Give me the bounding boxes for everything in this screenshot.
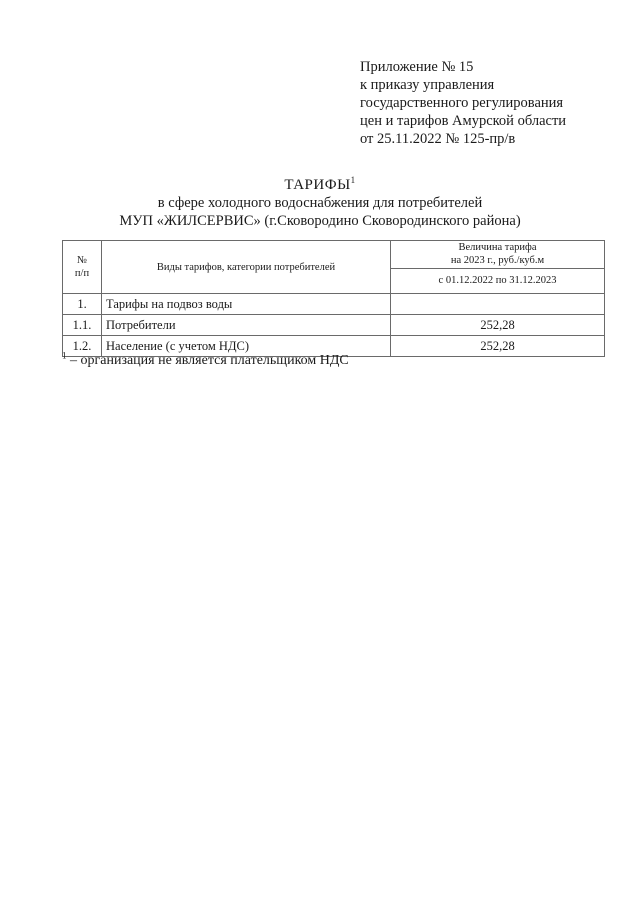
column-header-value — [391, 241, 605, 269]
document-title — [0, 176, 640, 194]
appendix-line-1: Приложение № 15 — [360, 59, 474, 75]
document-subtitle-2: МУП «ЖИЛСЕРВИС» (г.Сковородино Сковородинского района) — [119, 213, 521, 229]
column-header-value-line-2: на 2023 г., руб./куб.м — [450, 255, 545, 267]
appendix-line-4: цен и тарифов Амурской области — [360, 113, 567, 129]
table-row — [63, 294, 605, 315]
footnote-mark: 1 — [62, 350, 67, 361]
column-header-number — [63, 241, 102, 294]
table-row — [63, 315, 605, 336]
document-subtitle-1: в сфере холодного водоснабжения для потребителей — [157, 195, 483, 211]
title-footnote-mark: 1 — [350, 175, 356, 185]
row-value: 252,28 — [391, 336, 605, 357]
row-value — [391, 294, 605, 315]
tariff-table — [62, 240, 605, 357]
appendix-line-3: государственного регулирования — [360, 95, 564, 111]
row-value: 252,28 — [391, 315, 605, 336]
row-name: Потребители — [102, 315, 391, 336]
footnote — [62, 352, 349, 370]
column-header-number-line-2: п/п — [74, 268, 90, 279]
column-header-period: с 01.12.2022 по 31.12.2023 — [391, 268, 605, 293]
column-header-number-line-1: № — [76, 255, 88, 266]
column-header-value-line-1: Величина тарифа — [458, 242, 537, 254]
appendix-line-2: к приказу управления — [360, 77, 495, 93]
row-name: Тарифы на подвоз воды — [102, 294, 391, 315]
row-number: 1.1. — [63, 315, 102, 336]
appendix-block — [360, 58, 566, 148]
row-name: Население (с учетом НДС) — [102, 336, 391, 357]
row-number: 1. — [63, 294, 102, 315]
title-block — [0, 176, 640, 230]
row-number: 1.2. — [63, 336, 102, 357]
document-title-text: ТАРИФЫ — [284, 177, 351, 193]
footnote-text: – организация не является плательщиком НДС — [66, 353, 349, 368]
appendix-line-5: от 25.11.2022 № 125-пр/в — [360, 131, 516, 147]
column-header-kind: Виды тарифов, категории потребителей — [102, 241, 391, 294]
